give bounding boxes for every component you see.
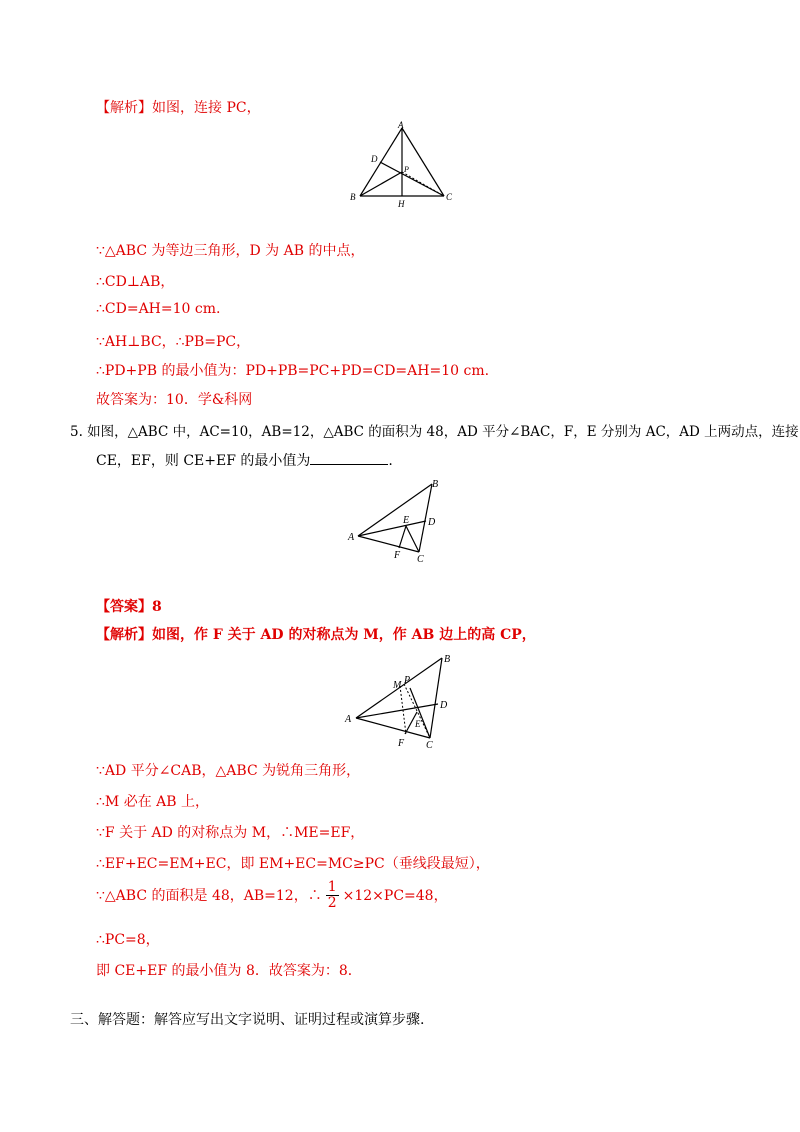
fig-label: C (446, 192, 453, 202)
area-step-text-after: ×12×PC=48， (342, 887, 448, 904)
step-line: ∴CD=AH=10 cm. (96, 301, 221, 317)
fraction-denominator: 2 (327, 895, 337, 912)
step-line: ∴EF+EC=EM+EC，即 EM+EC=MC≥PC（垂线段最短）， (96, 856, 490, 872)
fig-label: D (440, 700, 448, 711)
fig-label: D (371, 154, 378, 164)
side-ac (358, 536, 419, 552)
question-5-period: . (388, 453, 393, 469)
fig-label: A (345, 714, 352, 725)
step-line: ∵AD 平分∠CAB，△ABC 为锐角三角形， (96, 763, 361, 779)
side-bc (430, 658, 442, 738)
fig-label: A (348, 532, 355, 543)
fig-label: P (404, 165, 409, 174)
step-line: ∵△ABC 为等边三角形，D 为 AB 的中点， (96, 243, 365, 259)
step-line: ∵F 关于 AD 的对称点为 M，∴ME=EF， (96, 825, 365, 841)
side-ac (402, 128, 444, 196)
fig-label: B (444, 654, 451, 665)
fig-label: F (394, 550, 401, 561)
step-line: ∴PD+PB 的最小值为：PD+PB=PC+PD=CD=AH=10 cm. (96, 363, 490, 379)
answer-blank (310, 450, 388, 465)
fig-label: E (403, 515, 410, 526)
fig-label: M (393, 680, 402, 691)
area-step (96, 880, 448, 912)
segment-pb (360, 172, 402, 196)
figure-question-5 (344, 476, 454, 568)
fraction-numerator: 1 (327, 879, 337, 895)
step-line: ∵AH⊥BC，∴PB=PC， (96, 334, 251, 350)
analysis-heading: 【解析】如图，连接 PC， (96, 100, 261, 116)
section-3-title: 三、解答题：解答应写出文字说明、证明过程或演算步骤. (70, 1012, 425, 1028)
segment-ec (406, 526, 419, 552)
segment-mc (410, 688, 430, 738)
step-line: ∴CD⊥AB， (96, 274, 175, 290)
question-5-line-1: 5. 如图，△ABC 中，AC=10，AB=12，△ABC 的面积为 48，AD 平分∠BAC，F，E 分别为 AC，AD 上两动点，连接 (70, 424, 799, 440)
fig-label: C (417, 554, 424, 565)
fig-label: C (426, 740, 433, 750)
question-5-line-2 (96, 450, 393, 470)
fraction-one-half (326, 880, 339, 912)
segment-ef (399, 526, 406, 548)
fig-label: E (415, 719, 421, 729)
area-step-text: ∵△ABC 的面积是 48，AB=12，∴ (96, 887, 322, 904)
bisector-ad (356, 704, 438, 718)
step-line: ∴M 必在 AB 上， (96, 794, 209, 810)
segment-pc-dashed (402, 172, 444, 196)
fig-label: A (398, 120, 404, 130)
analysis-heading: 【解析】如图，作 F 关于 AD 的对称点为 M，作 AB 边上的高 CP， (96, 627, 536, 643)
answer-line: 故答案为：10．学&科网 (96, 392, 253, 408)
fig-label: B (432, 479, 439, 490)
fig-label: D (428, 517, 436, 528)
question-5-text: CE，EF，则 CE+EF 的最小值为 (96, 453, 311, 469)
fig-label: F (398, 738, 405, 749)
figure-question-5-solution (340, 650, 460, 750)
answer-label: 【答案】8 (96, 599, 162, 615)
fig-label: B (350, 192, 356, 202)
fig-label: H (398, 199, 405, 209)
step-line: ∴PC=8， (96, 932, 160, 948)
fig-label: P (404, 675, 411, 686)
figure-equilateral-triangle (340, 120, 460, 210)
final-step: 即 CE+EF 的最小值为 8．故答案为：8． (96, 963, 362, 979)
